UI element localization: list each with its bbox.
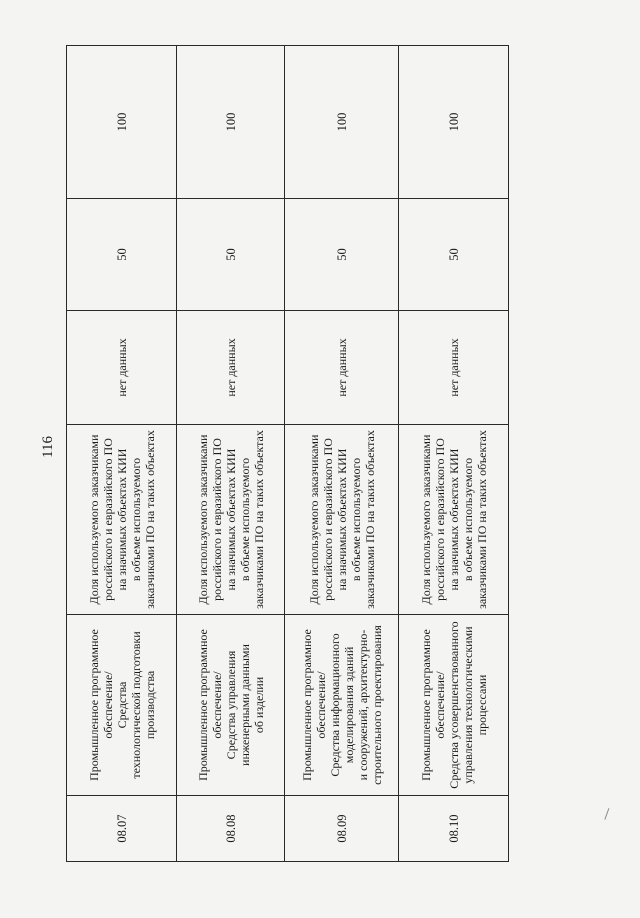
row-name: Промышленное программное обеспечение/ Средства информационного моделирования зданий и сооружений, архитектурно- строительного проектирования xyxy=(285,615,399,796)
row-indicator: Доля используемого заказчиками российского и евразийского ПО на значимых объектах КИИ в объеме используемого заказчиками ПО на таких объектах xyxy=(177,425,285,615)
table-row xyxy=(399,46,509,862)
page-number: 116 xyxy=(40,436,56,458)
row-baseline: нет данных xyxy=(67,311,177,425)
row-code: 08.07 xyxy=(67,796,177,862)
table-row xyxy=(67,46,177,862)
row-name: Промышленное программное обеспечение/ Средства усовершенствованного управления технологическими процессами xyxy=(399,615,509,796)
row-indicator: Доля используемого заказчиками российского и евразийского ПО на значимых объектах КИИ в объеме используемого заказчиками ПО на таких объектах xyxy=(285,425,399,615)
row-code: 08.08 xyxy=(177,796,285,862)
row-name: Промышленное программное обеспечение/ Средства технологической подготовки производства xyxy=(67,615,177,796)
row-baseline: нет данных xyxy=(399,311,509,425)
row-target-mid: 50 xyxy=(177,199,285,311)
row-name: Промышленное программное обеспечение/ Средства управления инженерными данными об изделии xyxy=(177,615,285,796)
row-baseline: нет данных xyxy=(285,311,399,425)
scan-mark xyxy=(601,807,613,823)
rotated-table-container xyxy=(66,46,508,862)
row-baseline: нет данных xyxy=(177,311,285,425)
row-target-mid: 50 xyxy=(399,199,509,311)
row-code: 08.09 xyxy=(285,796,399,862)
row-target-final: 100 xyxy=(285,46,399,199)
table-row xyxy=(177,46,285,862)
row-target-mid: 50 xyxy=(285,199,399,311)
row-target-final: 100 xyxy=(177,46,285,199)
row-code: 08.10 xyxy=(399,796,509,862)
row-target-final: 100 xyxy=(67,46,177,199)
indicators-table xyxy=(66,45,509,862)
table-row xyxy=(285,46,399,862)
row-indicator: Доля используемого заказчиками российского и евразийского ПО на значимых объектах КИИ в объеме используемого заказчиками ПО на таких объектах xyxy=(67,425,177,615)
row-indicator: Доля используемого заказчиками российского и евразийского ПО на значимых объектах КИИ в объеме используемого заказчиками ПО на таких объектах xyxy=(399,425,509,615)
row-target-final: 100 xyxy=(399,46,509,199)
row-target-mid: 50 xyxy=(67,199,177,311)
